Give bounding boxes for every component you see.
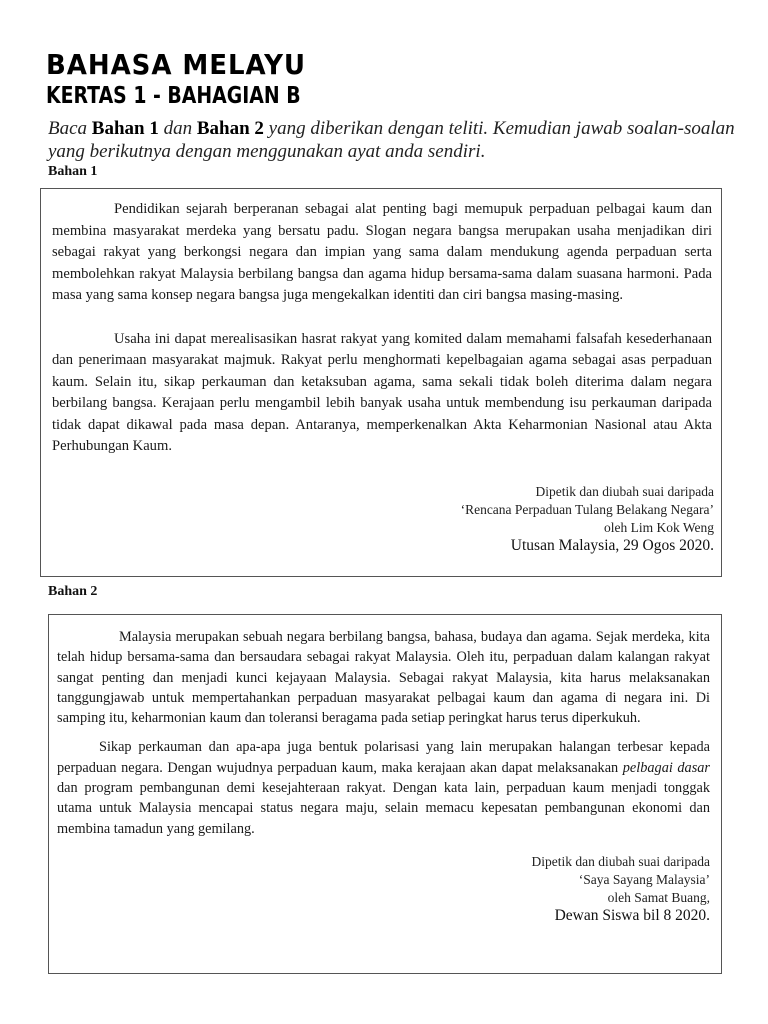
paper-title: KERTAS 1 - BAHAGIAN B xyxy=(46,83,301,109)
bahan2-source-line-4: Dewan Siswa bil 8 2020. xyxy=(554,906,710,924)
subject-title: BAHASA MELAYU xyxy=(46,48,306,81)
bahan2-paragraph-1: Malaysia merupakan sebuah negara berbilang bangsa, bahasa, budaya dan agama. Sejak merdeka, kita telah hidup bersama-sama dan bersaudara sebagai rakyat Malaysia. Oleh itu, perpaduan dalam kalangan rakyat sangat penting dan menjadi kunci kejayaan Malaysia. Sebagai rakyat Malaysia, kita harus melaksanakan tanggungjawab untuk mempertahankan perpaduan masyarakat pelbagai kaum dan agama di negara ini. Di samping itu, keharmonian kaum dan toleransi beragama pada setiap peringkat harus terus diperkukuh. xyxy=(57,629,710,727)
bahan1-label: Bahan 1 xyxy=(48,164,98,179)
instruction-bahan1-ref: Bahan 1 xyxy=(91,118,159,139)
bahan1-source-line-4: Utusan Malaysia, 29 Ogos 2020. xyxy=(510,536,714,554)
instruction-part-1: Baca xyxy=(48,118,92,139)
bahan1-source-line-2: ‘Rencana Perpaduan Tulang Belakang Negara’ xyxy=(460,501,714,517)
bahan2-paragraph-2-part-1: Sikap perkauman dan apa-apa juga bentuk polarisasi yang lain merupakan halangan terbesar kepada perpaduan negara. Dengan wujudnya perpaduan kaum, maka kerajaan akan dapat melaksanakan xyxy=(57,739,710,776)
bahan2-passage-box xyxy=(48,614,722,974)
bahan1-source-line-3: oleh Lim Kok Weng xyxy=(603,519,714,535)
bahan2-italic-term: pelbagai dasar xyxy=(622,759,710,776)
instruction-bahan2-ref: Bahan 2 xyxy=(196,118,264,139)
instruction-part-2: dan xyxy=(158,118,197,139)
bahan1-passage-box xyxy=(40,188,722,577)
bahan2-source xyxy=(57,853,710,925)
instruction-text xyxy=(48,117,738,163)
bahan2-label: Bahan 2 xyxy=(48,584,98,599)
bahan1-paragraph-2: Usaha ini dapat merealisasikan hasrat rakyat yang komited dalam memahami falsafah kesederhanaan dan penerimaan masyarakat majmuk. Rakyat perlu menghormati kepelbagaian agama sebagai asas perpaduan kaum. Selain itu, sikap perkauman dan ketaksuban agama, sama sekali tidak boleh diterima dalam negara berbilang bangsa. Kerajaan perlu mengambil lebih banyak usaha untuk membendung isu perkauman daripada tidak dapat dikawal pada masa depan. Antaranya, memperkenalkan Akta Keharmonian Nasional atau Akta Perhubungan Kaum. xyxy=(52,330,712,454)
bahan2-source-line-3: oleh Samat Buang, xyxy=(607,889,710,905)
instruction-part-3: yang diberikan dengan teliti. Kemudian jawab soalan-soalan yang berikutnya dengan menggunakan ayat anda sendiri. xyxy=(48,118,735,162)
bahan1-paragraph-1: Pendidikan sejarah berperanan sebagai alat penting bagi memupuk perpaduan pelbagai kaum dan membina masyarakat merdeka yang bersatu padu. Slogan negara bangsa merupakan usaha menjadikan diri sebagai rakyat yang berkongsi negara dan impian yang sama dalam mendukung agenda perpaduan serta membolehkan rakyat Malaysia berbilang bangsa dan agama hidup bersama-sama dalam suasana harmoni. Pada masa yang sama konsep negara bangsa juga mengekalkan identiti dan ciri bangsa masing-masing. xyxy=(52,201,712,303)
bahan2-paragraph-2-part-2: dan program pembangunan demi kesejahteraan rakyat. Dengan kata lain, perpaduan kaum menjadi tonggak utama untuk Malaysia mencapai status negara maju, selain memacu kepesatan pembangunan ekonomi dan membina tamadun yang gemilang. xyxy=(57,780,710,837)
bahan2-paragraph-2 xyxy=(57,737,710,838)
bahan1-source-line-1: Dipetik dan diubah suai daripada xyxy=(535,483,714,499)
bahan1-source xyxy=(52,483,714,555)
bahan2-source-line-1: Dipetik dan diubah suai daripada xyxy=(531,853,710,869)
bahan2-source-line-2: ‘Saya Sayang Malaysia’ xyxy=(578,871,710,887)
